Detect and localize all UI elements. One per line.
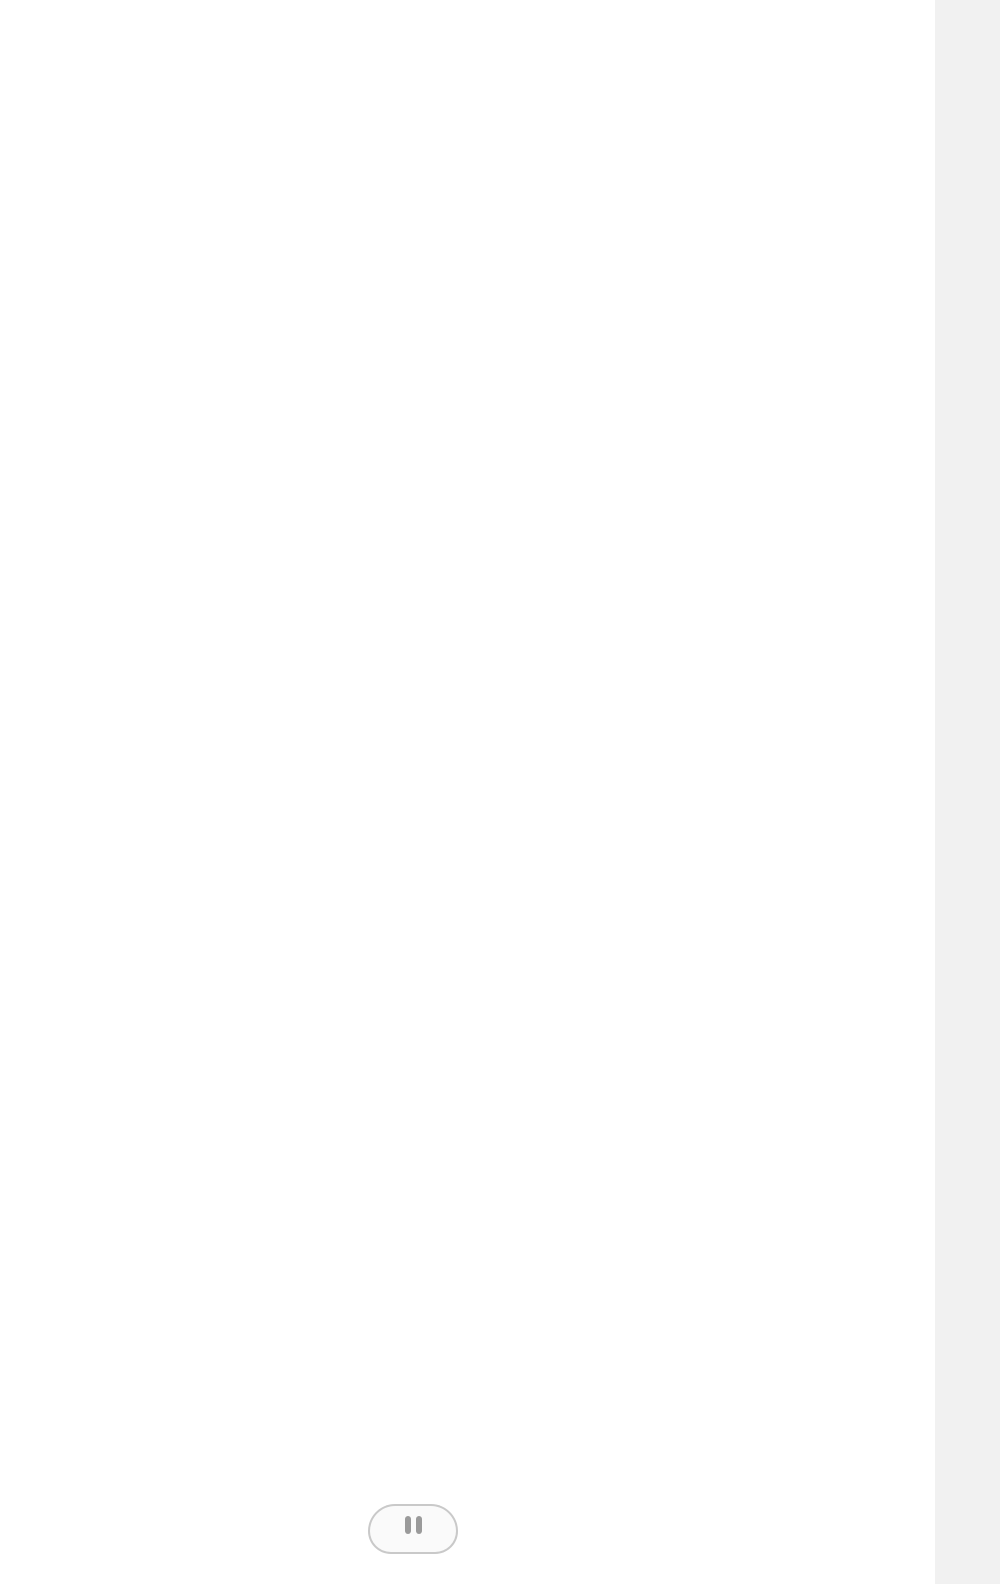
page-footer	[360, 1496, 550, 1556]
binding-strip	[935, 0, 1000, 1584]
page-text	[64, 92, 894, 128]
page-body	[30, 70, 940, 1500]
ghost-mascot-icon	[368, 1504, 458, 1554]
